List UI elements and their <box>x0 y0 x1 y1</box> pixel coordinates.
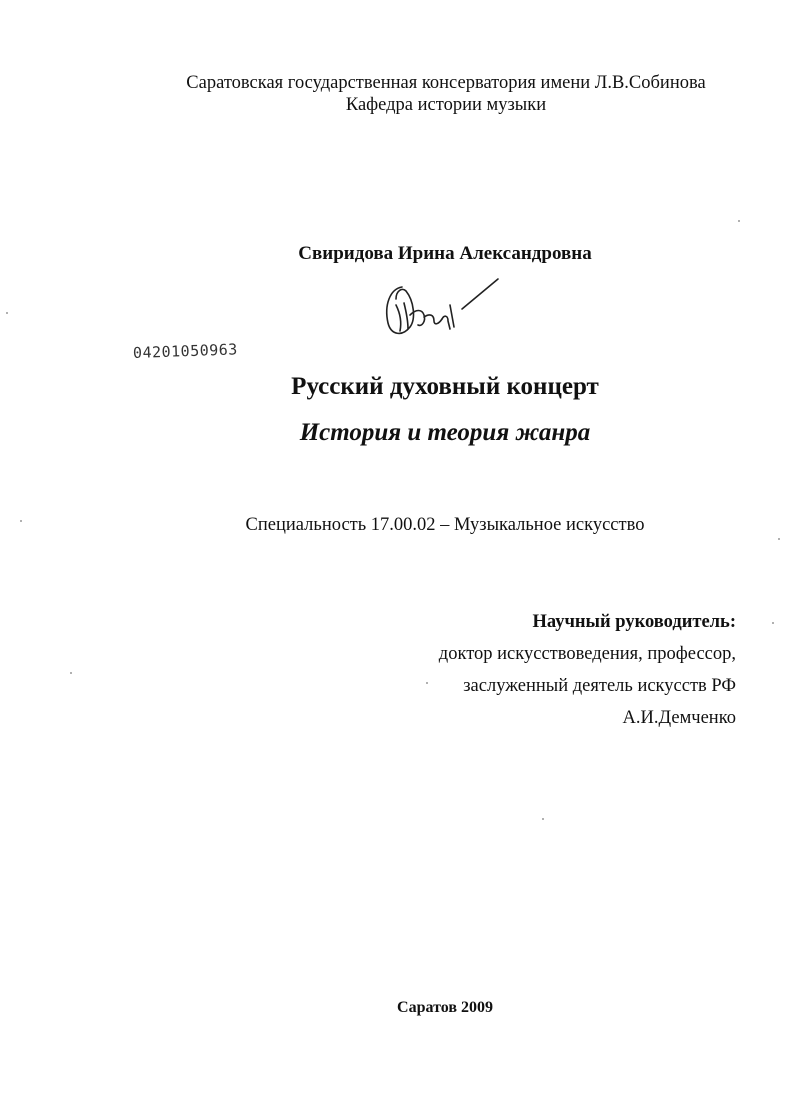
scan-speck <box>772 622 774 624</box>
specialty-line: Специальность 17.00.02 – Музыкальное искусство <box>245 515 645 535</box>
advisor-degree: доктор искусствоведения, профессор, <box>438 644 736 664</box>
author-name: Свиридова Ирина Александровна <box>298 243 592 264</box>
scan-speck <box>426 682 428 684</box>
advisor-block <box>439 606 736 734</box>
advisor-name: А.И.Демченко <box>622 708 736 728</box>
city-year: Саратов 2009 <box>397 999 493 1016</box>
advisor-heading: Научный руководитель: <box>532 612 736 632</box>
institution-name: Саратовская государственная консерватория имени Л.В.Собинова <box>186 73 706 93</box>
department-name: Кафедра истории музыки <box>345 95 547 115</box>
archive-number-stamp: 04201050963 <box>132 340 239 362</box>
scan-speck <box>70 672 72 674</box>
scan-speck <box>542 818 544 820</box>
work-subtitle: История и теория жанра <box>299 419 591 446</box>
scan-speck <box>20 520 22 522</box>
work-title: Русский духовный концерт <box>291 373 599 400</box>
advisor-honor: заслуженный деятель искусств РФ <box>463 676 736 696</box>
handwritten-signature <box>380 275 500 345</box>
scan-speck <box>778 538 780 540</box>
scan-speck <box>6 312 8 314</box>
scan-speck <box>738 220 740 222</box>
